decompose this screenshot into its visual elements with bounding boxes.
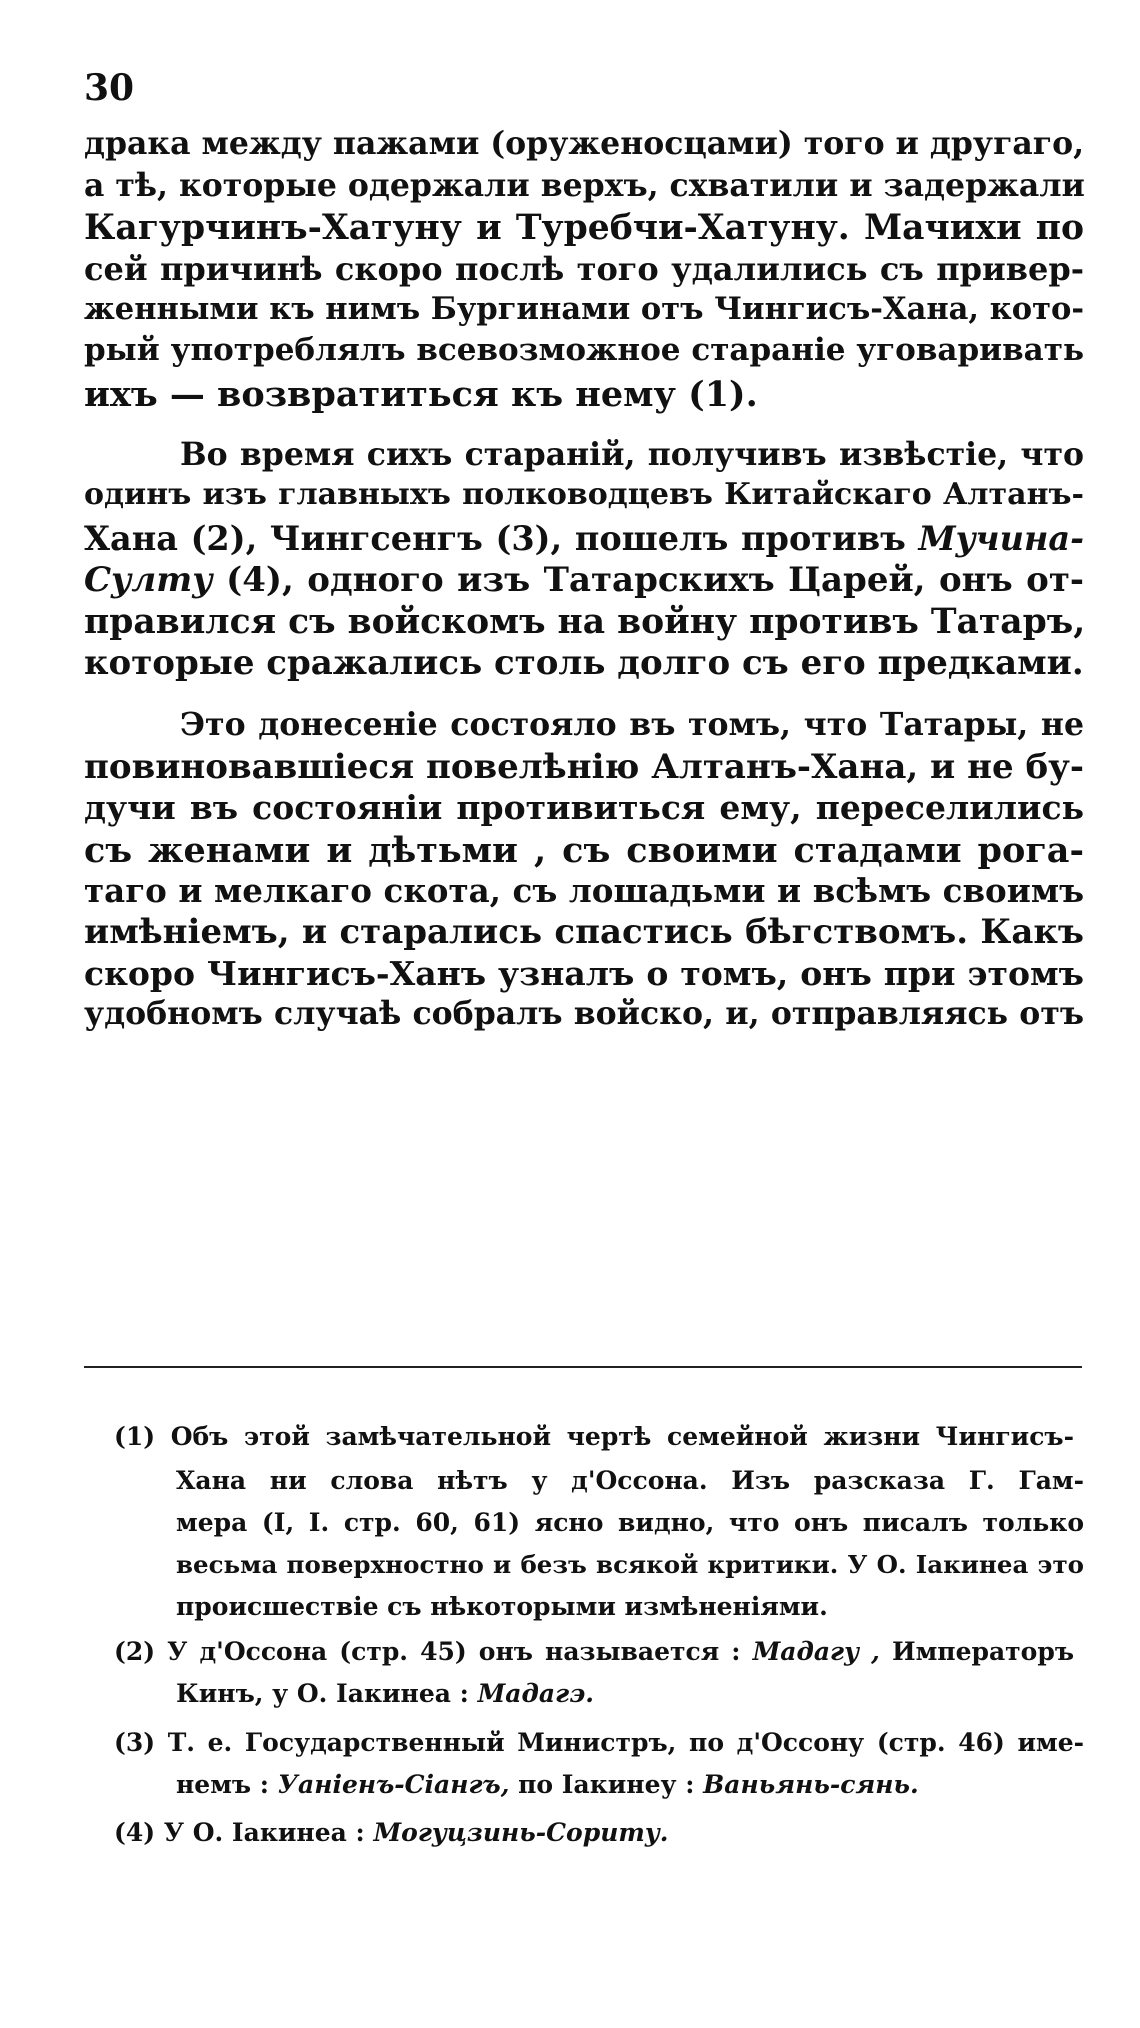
footnote-text: по Іакинеу : <box>518 1770 695 1799</box>
text-line: Во время сихъ стараній, получивъ извѣстіе, что <box>180 436 1084 473</box>
footnote-line: мера (I, I. стр. 60, 61) ясно видно, что онъ писалъ только <box>176 1508 1084 1537</box>
footnote-text: Императоръ <box>891 1637 1074 1666</box>
text-line: драка между пажами (оруженосцами) того и другаго, <box>84 125 1085 162</box>
text-line: одинъ изъ главныхъ полководцевъ Китайскаго Алтанъ- <box>84 477 1084 512</box>
footnote-line <box>114 1637 1074 1667</box>
line-text: Хана (2), Чингсенгъ (3), пошелъ противъ <box>84 519 906 558</box>
text-line: таго и мелкаго скота, съ лошадьми и всѣмъ своимъ <box>84 871 1084 910</box>
text-line: повиновавшіеся повелѣнію Алтанъ-Хана, и не бу- <box>84 747 1084 787</box>
text-line <box>84 561 1084 600</box>
footnote-line: весьма поверхностно и безъ всякой критики. У О. Іакинеа это <box>176 1550 1084 1579</box>
footnote-text: Кинъ, у О. Іакинеа : <box>176 1679 469 1708</box>
text-line: сей причинѣ скоро послѣ того удалились съ привер- <box>84 250 1084 288</box>
text-line: которые сражались столь долго съ его предками. <box>84 643 1084 683</box>
text-line: дучи въ состояніи противиться ему, переселились <box>84 788 1084 827</box>
line-text: (4), одного изъ Татарскихъ Царей, онъ от- <box>226 560 1084 600</box>
footnote-line <box>114 1818 1074 1848</box>
italic-name: Мадагу , <box>752 1637 880 1666</box>
footnote-line: (1) Объ этой замѣчательной чертѣ семейной жизни Чингисъ- <box>114 1422 1074 1451</box>
footnote-line <box>176 1679 1084 1709</box>
italic-name: Султу <box>84 560 213 600</box>
italic-name: Уаніенъ-Сіангъ, <box>277 1770 510 1799</box>
text-line: ихъ — возвратиться къ нему (1). <box>84 374 758 415</box>
text-line <box>84 520 1084 559</box>
footnote-line: Хана ни слова нѣтъ у д'Оссона. Изъ разсказа Г. Гам- <box>176 1466 1084 1495</box>
text-line: удобномъ случаѣ собралъ войско, и, отправляясь отъ <box>84 995 1084 1032</box>
text-line: а тѣ, которые одержали верхъ, схватили и задержали <box>84 167 1085 204</box>
text-line: правился съ войскомъ на войну противъ Татаръ, <box>84 602 1086 642</box>
footnote-text: (4) У О. Іакинеа : <box>114 1818 365 1847</box>
italic-name: Ваньянь-сянь. <box>703 1770 919 1799</box>
footnote-line: (3) Т. е. Государственный Министръ, по д'Оссону (стр. 46) име- <box>114 1728 1084 1757</box>
footnote-line: происшествіе съ нѣкоторыми измѣненіями. <box>176 1592 828 1621</box>
text-line: скоро Чингисъ-Ханъ узналъ о томъ, онъ при этомъ <box>84 954 1084 993</box>
footnote-line <box>176 1770 1084 1800</box>
text-line: имѣніемъ, и старались спастись бѣгствомъ. Какъ <box>84 912 1084 952</box>
text-line: Это донесеніе состояло въ томъ, что Татары, не <box>180 706 1084 743</box>
text-line: рый употреблялъ всевозможное стараніе уговаривать <box>84 332 1084 368</box>
italic-name: Могуцзинь-Сориту. <box>373 1818 669 1847</box>
text-line: съ женами и дѣтьми , съ своими стадами рога- <box>84 830 1084 871</box>
text-line: женными къ нимъ Бургинами отъ Чингисъ-Хана, кото- <box>84 291 1084 327</box>
footnote-text: немъ : <box>176 1770 270 1799</box>
footnote-text: (2) У д'Оссона (стр. 45) онъ называется : <box>114 1637 741 1666</box>
italic-name: Мадагэ. <box>477 1679 594 1708</box>
italic-name: Мучина- <box>918 519 1085 558</box>
text-line: Кагурчинъ-Хатуну и Туребчи-Хатуну. Мачихи по <box>84 208 1084 248</box>
footnote-divider <box>84 1366 1082 1368</box>
page-number: 30 <box>84 67 135 109</box>
